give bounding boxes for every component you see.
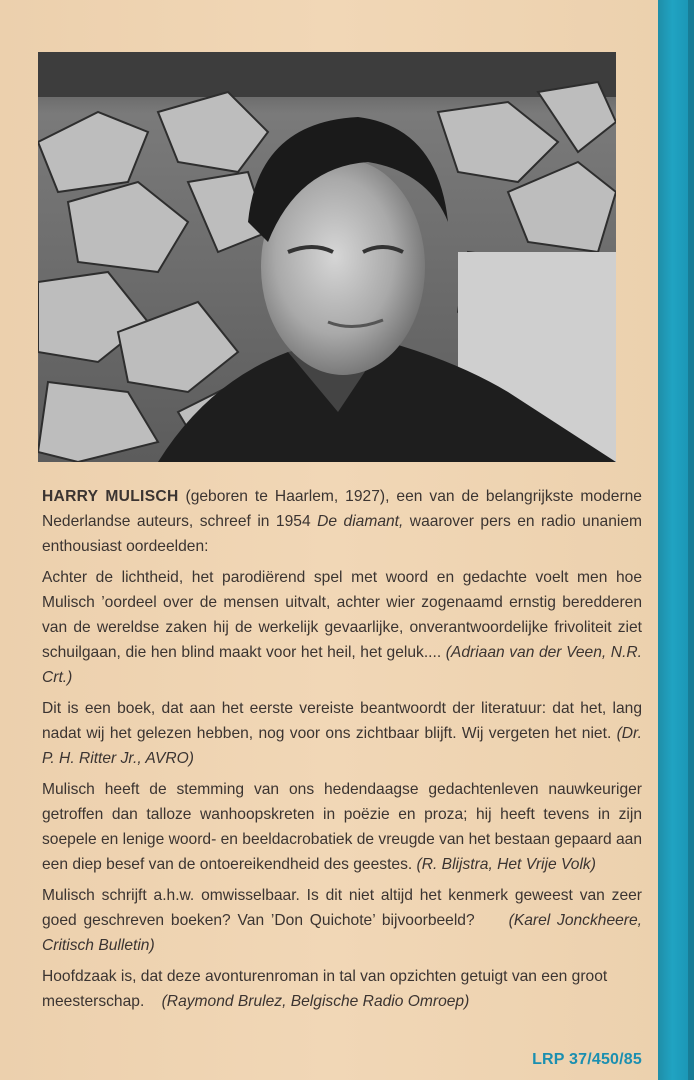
review-quote [42, 883, 647, 958]
quote-text: Hoofdzaak is, dat deze avonturenroman in tal van opzichten getuigt van een groot meesterschap. [42, 968, 612, 1010]
spine-edge [688, 0, 694, 1080]
intro-paragraph [42, 484, 642, 559]
book-title: De diamant, [317, 513, 404, 530]
author-name: HARRY MULISCH [42, 488, 179, 505]
quote-source: (Dr. P. H. Ritter Jr., AVRO) [42, 725, 642, 767]
quote-text: Achter de lichtheid, het parodiërend spel met woord en gedachte voelt men hoe Mulisch ’oordeel over de mensen uitvalt, achter wier zogenaamd ernstig beredderen van de wereldse zaken hij de werkelijk gevaarlijke, onverantwoordelijke frivoliteit ziet schuilgaan, die hen blind maakt voor het heil, het geluk.... [42, 569, 642, 661]
review-quote [42, 964, 642, 1014]
review-quote [42, 696, 642, 771]
intro-text-end: waarover pers en radio unaniem enthousiast oordeelden: [42, 513, 642, 555]
catalog-code: LRP 37/450/85 [532, 1051, 642, 1068]
quote-text: Mulisch heeft de stemming van ons hedendaagse gedachtenleven nauwkeuriger getroffen dan talloze wanhoopskreten in poëzie en proza; hij heeft tevens in zijn soepele en lenige woord- en beeldacrobatiek de vreugde van het bestaan gepaard aan een diep besef van de ontoereikendheid des geestes. [42, 781, 642, 873]
intro-text: (geboren te Haarlem, 1927), een van de belangrijkste moderne Nederlandse auteurs, schreef in 1954 [42, 488, 642, 530]
author-photo [38, 52, 616, 462]
quote-text: Dit is een boek, dat aan het eerste vereiste beantwoordt der literatuur: dat het, lang nadat wij het gelezen hebben, nog voor ons zichtbaar blijft. Wij vergeten het niet. [42, 700, 642, 742]
quote-source: (R. Blijstra, Het Vrije Volk) [416, 856, 596, 873]
review-quote [42, 777, 642, 877]
blurb-text [42, 484, 647, 1070]
quote-source: (Raymond Brulez, Belgische Radio Omroep) [161, 993, 470, 1010]
quote-text: Mulisch schrijft a.h.w. omwisselbaar. Is dit niet altijd het kenmerk geweest van zeer goed geschreven boeken? Van ’Don Quichote’ bijvoorbeeld? [42, 887, 647, 929]
review-quote [42, 565, 642, 690]
quote-source: (Adriaan van der Veen, N.R. Crt.) [42, 644, 642, 686]
quote-source: (Karel Jonckheere, Critisch Bulletin) [42, 912, 642, 954]
